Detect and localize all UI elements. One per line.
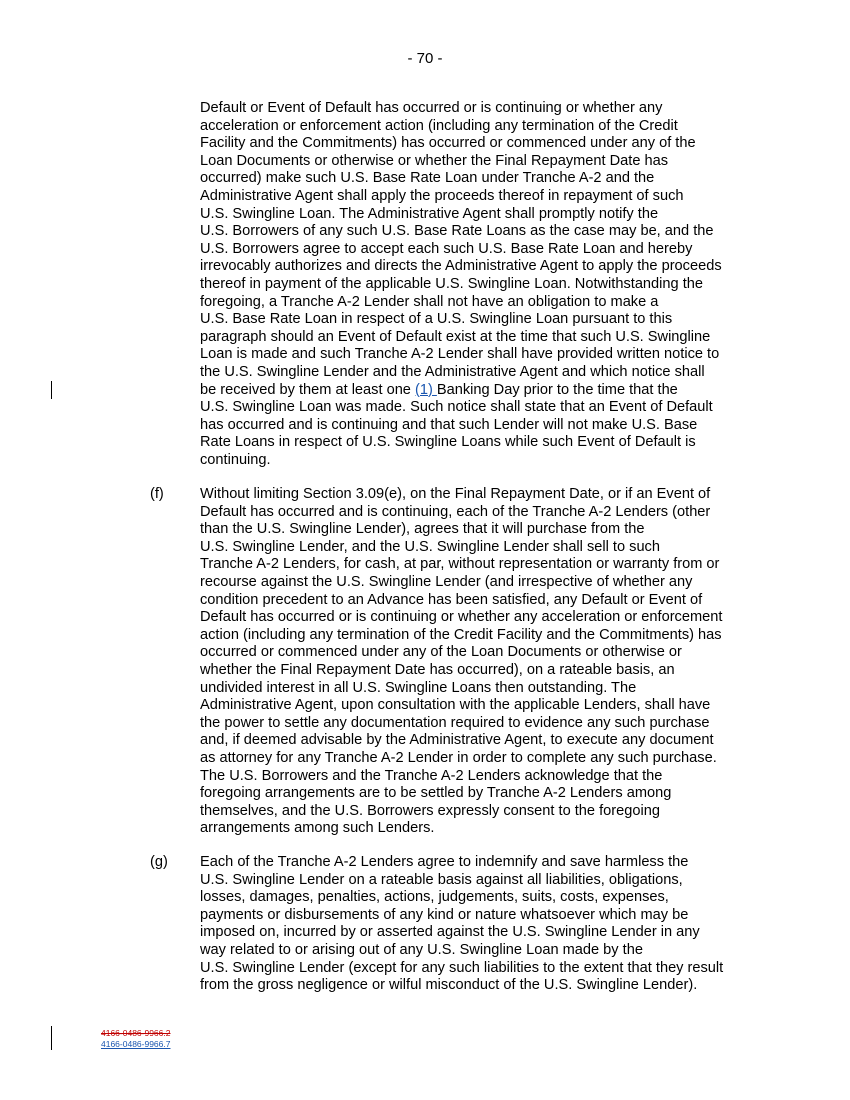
doc-id-inserted: 4166-0486-9966.7 bbox=[101, 1039, 171, 1049]
page-number: - 70 - bbox=[407, 50, 443, 67]
continuation-paragraph bbox=[200, 100, 756, 469]
paragraph-text: Banking Day prior to the time that the U.S. Swingline Loan was made. Such notice shall state that an Event of Default has occurred and is continuing and that such Lender will not make U.S. Base Rate Loans in respect of U.S. Swingline Loans while such Event of Default is continuing. bbox=[200, 381, 713, 468]
section-label-f: (f) bbox=[150, 486, 164, 502]
section-g-text: Each of the Tranche A-2 Lenders agree to indemnify and save harmless the U.S. Swingline Lender on a rateable basis against all liabilities, obligations, losses, damages, penalties, actions, judgements, suits, costs, expenses, payments or disbursements of any kind or nature whatsoever which may be imposed on, incurred by or asserted against the U.S. Swingline Lender in any way related to or arising out of any U.S. Swingline Loan made by the U.S. Swingline Lender (except for any such liabilities to the extent that they result from the gross negligence or wilful misconduct of the U.S. Swingline Lender). bbox=[200, 854, 724, 994]
doc-id-deleted: 4166-0486-9966.2 bbox=[101, 1028, 171, 1038]
paragraph-text: Default or Event of Default has occurred or is continuing or whether any acceleration or enforcement action (including any termination of the Credit Facility and the Commitments) has occurred or commenced under any of the Loan Documents or otherwise or whether the Final Repayment Date has occurred) make such U.S. Base Rate Loan under Tranche A-2 and the Administrative Agent shall apply the proceeds thereof in repayment of such U.S. Swingline Loan. The Administrative Agent shall promptly notify the U.S. Borrowers of any such U.S. Base Rate Loans as the case may be, and the U.S. Borrowers agree to accept each such U.S. Base Rate Loan and hereby irrevocably authorizes and directs the Administrative Agent to apply the proceeds thereof in payment of the applicable U.S. Swingline Loan. Notwithstanding the foregoing, a Tranche A-2 Lender shall not have an obligation to make a U.S. Base Rate Loan in respect of a U.S. Swingline Loan pursuant to this paragraph should an Event of Default exist at the time that such U.S. Swingline Loan is made and such Tranche A-2 Lender shall have provided written notice to the U.S. Swingline Lender and the Administrative Agent and which notice shall be received by them at least one bbox=[200, 100, 722, 398]
inserted-text[interactable]: (1) bbox=[414, 381, 437, 398]
section-label-g: (g) bbox=[150, 854, 168, 870]
section-f-text: Without limiting Section 3.09(e), on the Final Repayment Date, or if an Event of Default has occurred and is continuing, each of the Tranche A-2 Lenders (other than the U.S. Swingline Lender), agrees that it will purchase from the U.S. Swingline Lender, and the U.S. Swingline Lender shall sell to such Tranche A-2 Lenders, for cash, at par, without representation or warranty from or recourse against the U.S. Swingline Lender (and irrespective of whether any condition precedent to an Advance has been satisfied, any Default or Event of Default has occurred or is continuing or whether any acceleration or enforcement action (including any termination of the Credit Facility and the Commitments) has occurred or commenced under any of the Loan Documents or otherwise or whether the Final Repayment Date has occurred), on a rateable basis, an undivided interest in all U.S. Swingline Loans then outstanding. The Administrative Agent, upon consultation with the applicable Lenders, shall have the power to settle any documentation required to evidence any such purchase and, if deemed advisable by the Administrative Agent, to execute any document as attorney for any Tranche A-2 Lender in order to complete any such purchase. The U.S. Borrowers and the Tranche A-2 Lenders acknowledge that the foregoing arrangements are to be settled by Tranche A-2 Lenders among themselves, and the U.S. Borrowers expressly consent to the foregoing arrangements among such Lenders. bbox=[200, 486, 723, 837]
change-bar bbox=[51, 381, 52, 399]
change-bar bbox=[51, 1026, 52, 1050]
